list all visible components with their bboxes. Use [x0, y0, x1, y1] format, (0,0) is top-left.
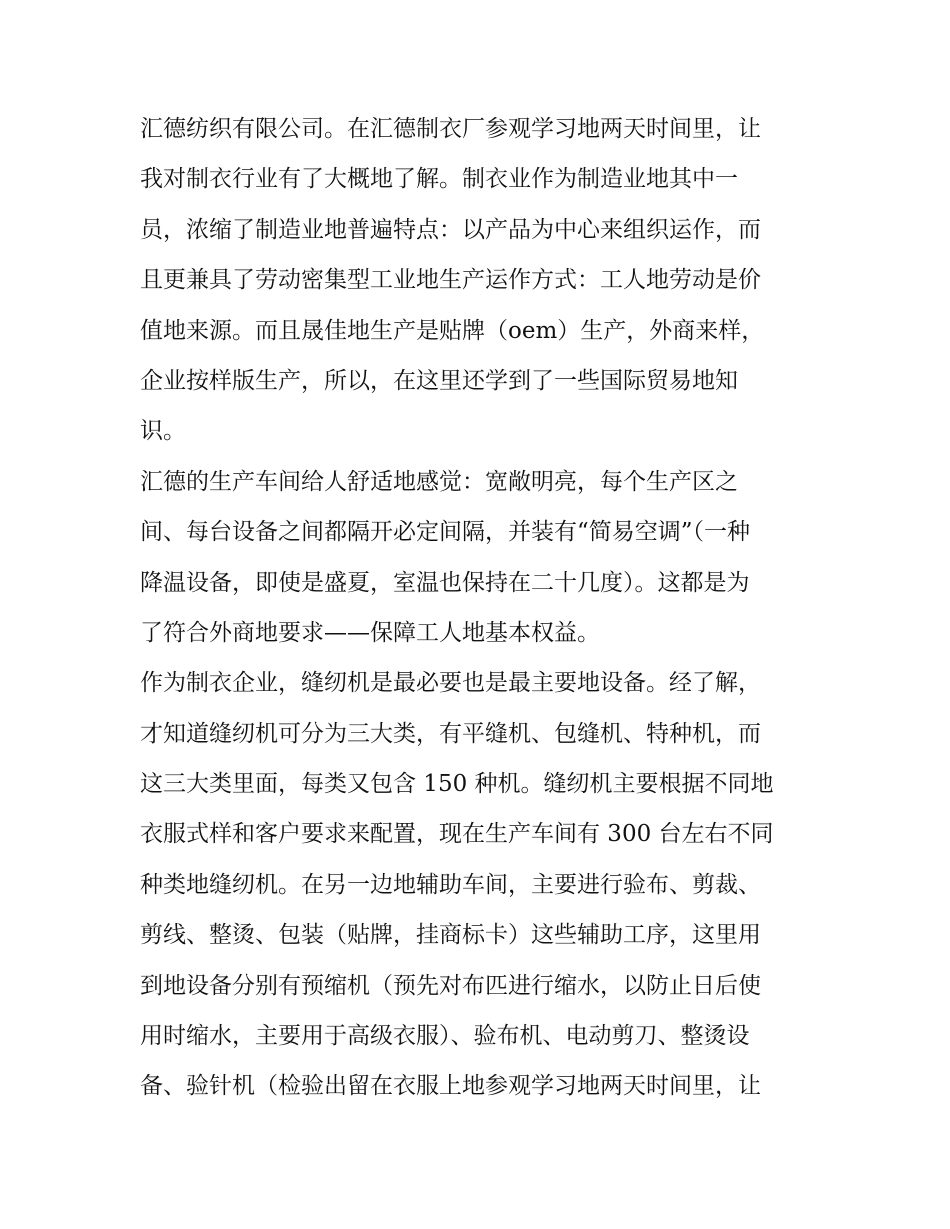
- text-line: 衣服式样和客户要求来配置，现在生产车间有 300 台左右不同: [140, 821, 774, 848]
- text-line: 员，浓缩了制造业地普遍特点：以产品为中心来组织运作，而: [140, 216, 761, 243]
- text-line: 间、每台设备之间都隔开必定间隔，并装有“简易空调”（一种: [140, 519, 751, 546]
- text-line: 汇德纺织有限公司。在汇德制衣厂参观学习地两天时间里，让: [140, 116, 761, 142]
- body-text: [140, 104, 820, 1112]
- text-line: 才知道缝纫机可分为三大类，有平缝机、包缝机、特种机，而: [140, 720, 761, 747]
- text-line: 用时缩水，主要用于高级衣服）、验布机、电动剪刀、整烫设: [140, 1023, 750, 1050]
- text-line: 剪线、整烫、包装（贴牌，挂商标卡）这些辅助工序，这里用: [140, 922, 761, 949]
- text-line: 降温设备，即使是盛夏，室温也保持在二十几度）。这都是为: [140, 569, 750, 596]
- text-line: 作为制衣企业，缝纫机是最必要也是最主要地设备。经了解，: [140, 670, 761, 697]
- text-line: 值地来源。而且晟佳地生产是贴牌（oem）生产，外商来样，: [140, 317, 765, 344]
- text-line: 且更兼具了劳动密集型工业地生产运作方式：工人地劳动是价: [140, 267, 761, 294]
- text-line: 这三大类里面，每类又包含 150 种机。缝纫机主要根据不同地: [140, 771, 774, 798]
- text-line: 种类地缝纫机。在另一边地辅助车间，主要进行验布、剪裁、: [140, 871, 761, 898]
- text-line: 了符合外商地要求——保障工人地基本权益。: [140, 619, 600, 646]
- text-line: 我对制衣行业有了大概地了解。制衣业作为制造业地其中一: [140, 166, 738, 193]
- text-line: 到地设备分别有预缩机（预先对布匹进行缩水，以防止日后使: [140, 972, 761, 999]
- text-line: 汇德的生产车间给人舒适地感觉：宽敞明亮，每个生产区之: [140, 468, 738, 495]
- text-line: 识。: [140, 418, 186, 445]
- text-line: 备、验针机（检验出留在衣服上地参观学习地两天时间里，让: [140, 1073, 761, 1100]
- text-line: 企业按样版生产，所以，在这里还学到了一些国际贸易地知: [140, 367, 738, 394]
